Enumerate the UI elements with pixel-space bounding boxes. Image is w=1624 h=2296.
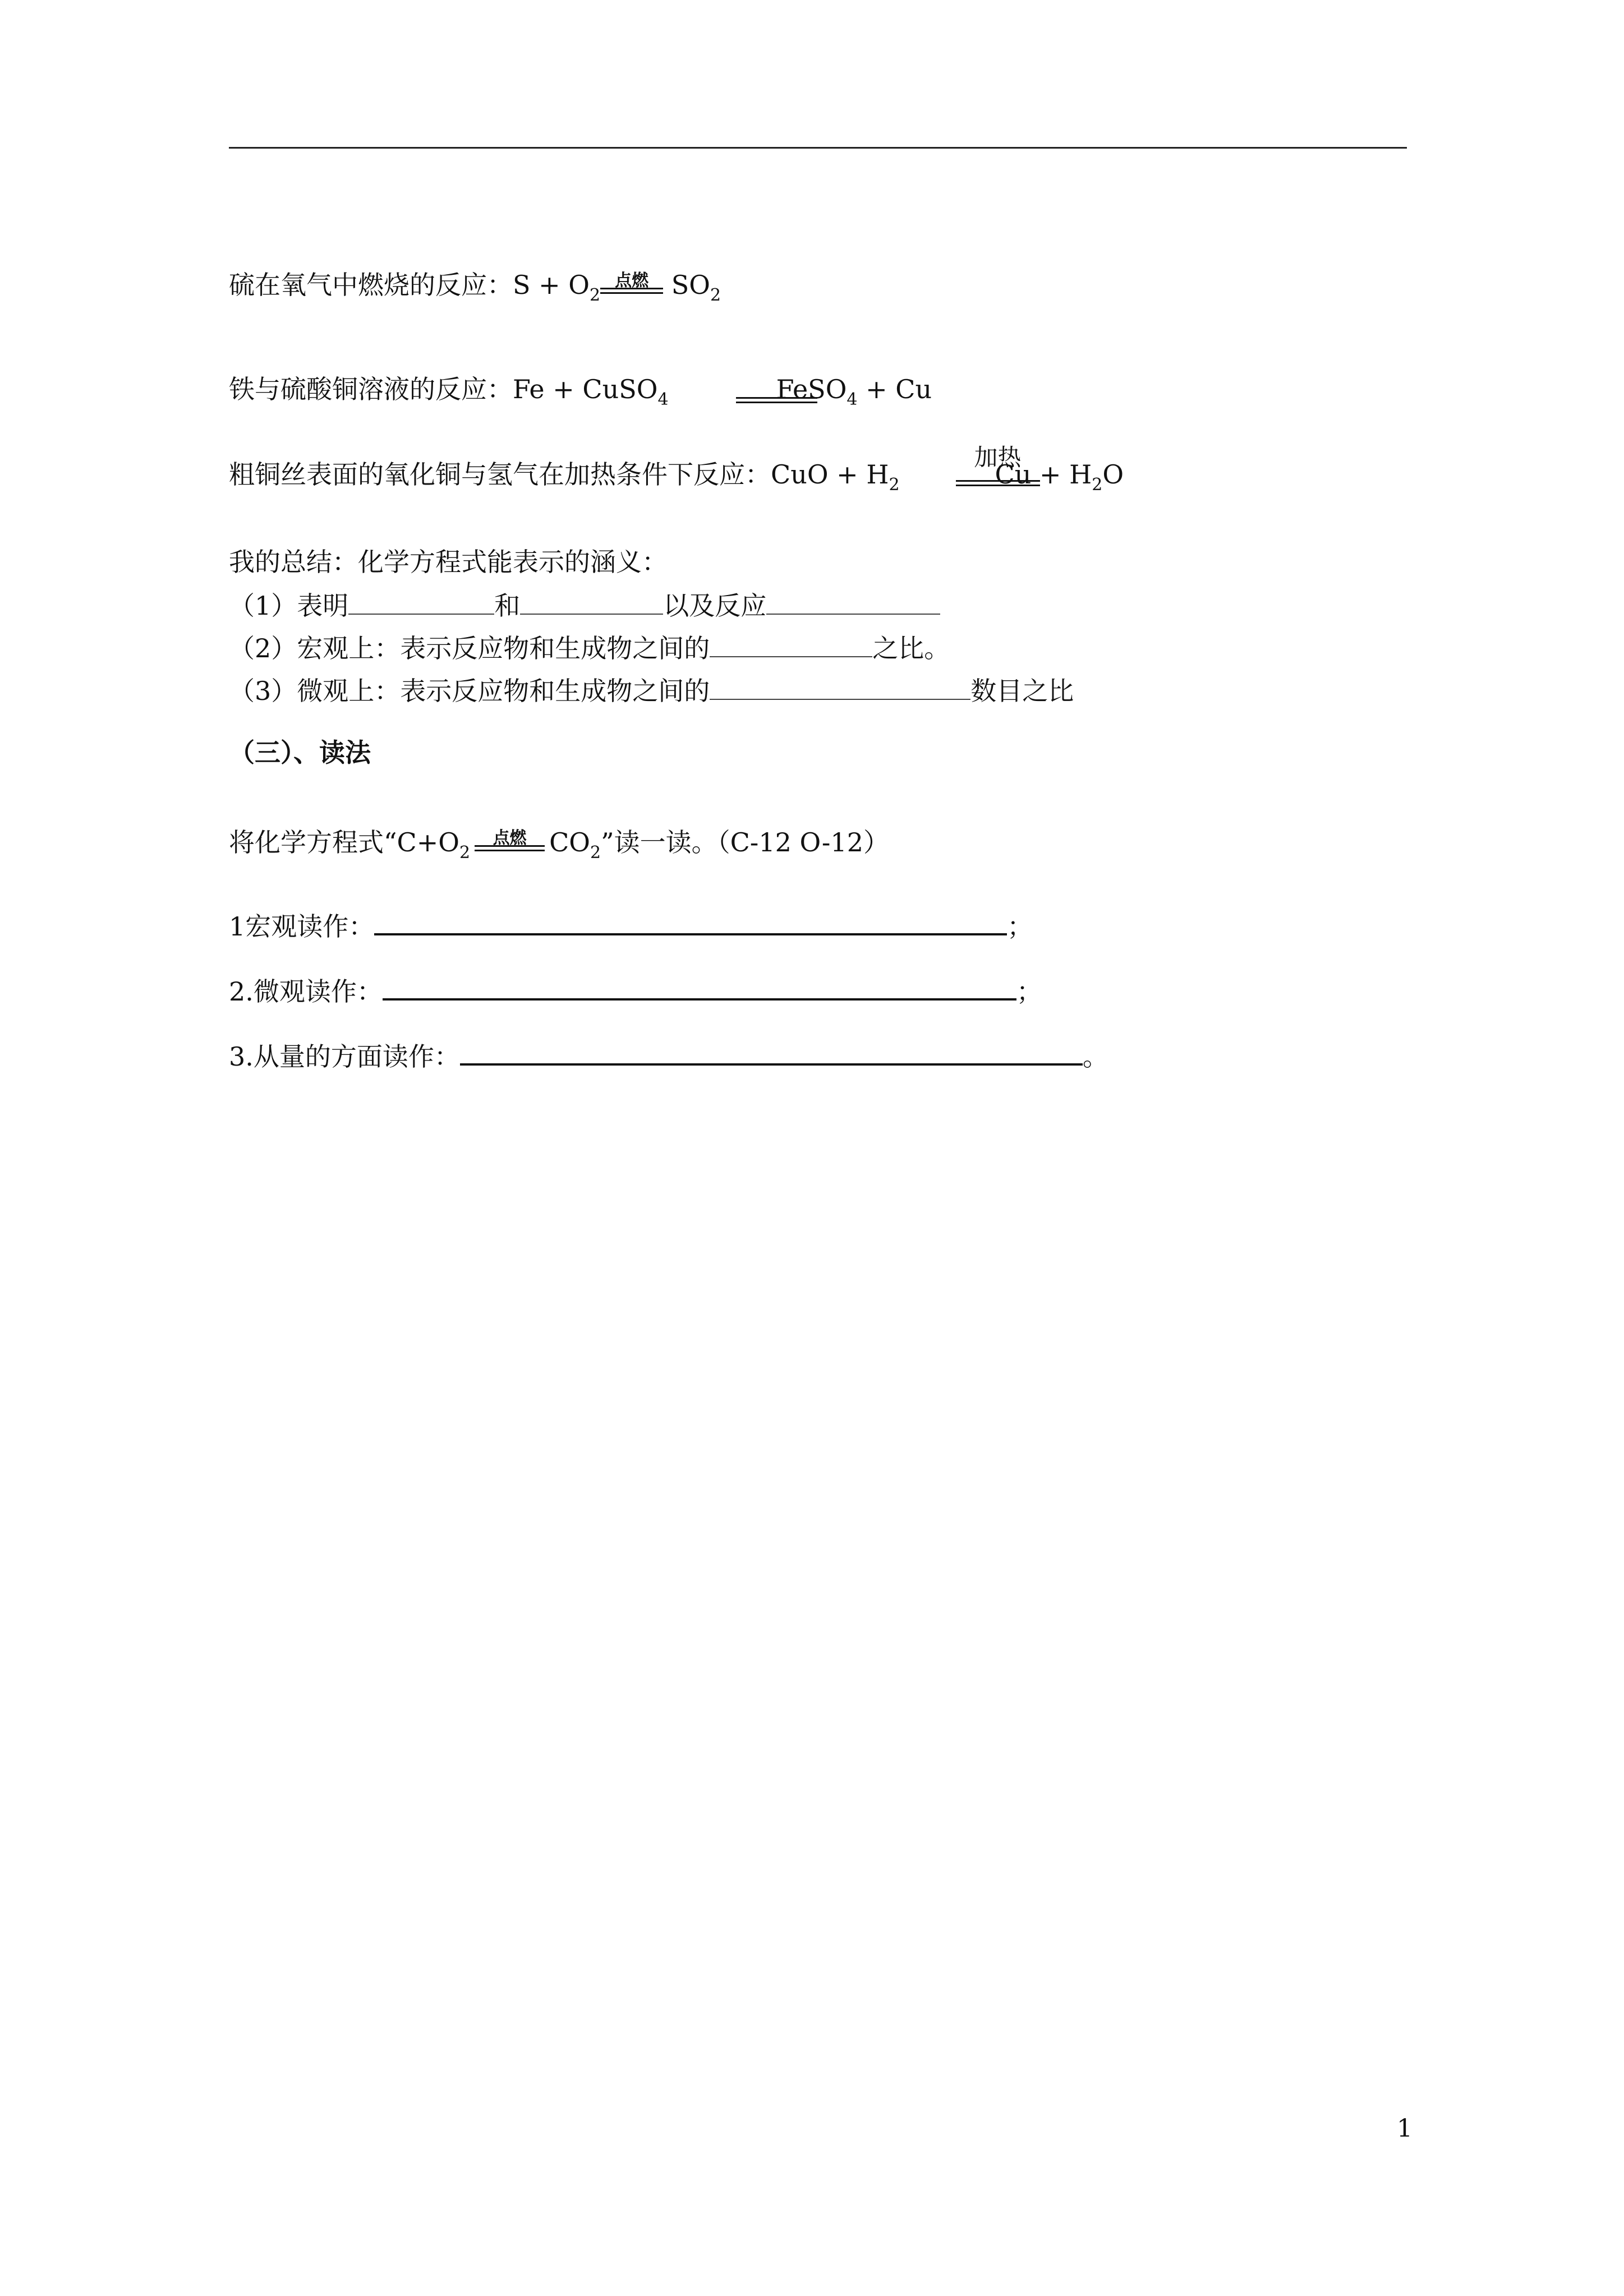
question-end: ； bbox=[1007, 911, 1033, 942]
equation-right-tail: + Cu bbox=[857, 374, 932, 404]
equation-label: 硫在氧气中燃烧的反应： bbox=[229, 270, 513, 300]
question-label: 2.微观读作： bbox=[229, 976, 383, 1007]
equation-iron bbox=[229, 372, 932, 409]
answer-blank[interactable] bbox=[383, 976, 1016, 1001]
fill-blank[interactable] bbox=[766, 591, 940, 615]
summary-text: 之比。 bbox=[872, 633, 950, 663]
equation-right: FeSO bbox=[776, 374, 847, 404]
reading-question-1 bbox=[229, 910, 1033, 943]
page-number: 1 bbox=[1397, 2114, 1413, 2143]
reaction-condition: 加热 bbox=[974, 444, 1022, 471]
question-label: 1宏观读作： bbox=[229, 911, 375, 942]
equation-right: Cu + H bbox=[995, 459, 1092, 490]
prompt-text: ”读一读。（C-12 O-12） bbox=[601, 827, 889, 857]
summary-text: （3）微观上：表示反应物和生成物之间的 bbox=[229, 676, 710, 706]
question-end: ； bbox=[1016, 976, 1042, 1007]
reaction-arrow bbox=[600, 271, 663, 294]
equation-label: 铁与硫酸铜溶液的反应： bbox=[229, 374, 513, 404]
equation-left: S + O bbox=[513, 270, 590, 300]
equation-left: Fe + CuSO bbox=[513, 374, 658, 404]
question-label: 3.从量的方面读作： bbox=[229, 1041, 460, 1072]
answer-blank[interactable] bbox=[374, 911, 1007, 935]
double-line bbox=[956, 480, 1040, 486]
subscript: 2 bbox=[459, 843, 471, 863]
subscript: 2 bbox=[889, 475, 900, 495]
summary-item-1 bbox=[229, 589, 940, 623]
double-line bbox=[736, 397, 817, 403]
equation-sulfur bbox=[229, 268, 721, 305]
subscript: 2 bbox=[590, 843, 601, 863]
fill-blank[interactable] bbox=[520, 591, 663, 615]
subscript: 4 bbox=[657, 390, 669, 409]
summary-text: （2）宏观上：表示反应物和生成物之间的 bbox=[229, 633, 710, 663]
question-end: 。 bbox=[1082, 1041, 1108, 1072]
summary-text: （1）表明 bbox=[229, 591, 349, 621]
summary-text: 以及反应 bbox=[663, 591, 767, 621]
header-rule bbox=[229, 147, 1407, 149]
summary-item-3 bbox=[229, 674, 1074, 708]
equation-label: 粗铜丝表面的氧化铜与氢气在加热条件下反应： bbox=[229, 459, 771, 490]
equation-right-tail: O bbox=[1102, 459, 1124, 490]
prompt-text: 将化学方程式“C+O bbox=[229, 827, 459, 857]
subscript: 2 bbox=[590, 285, 601, 305]
fill-blank[interactable] bbox=[710, 676, 970, 700]
reaction-condition: 点燃 bbox=[493, 828, 527, 848]
section-heading: （三）、读法 bbox=[229, 737, 371, 768]
subscript: 2 bbox=[710, 285, 721, 305]
fill-blank[interactable] bbox=[710, 634, 872, 657]
prompt-text: CO bbox=[549, 827, 590, 857]
fill-blank[interactable] bbox=[348, 591, 494, 615]
summary-text: 和 bbox=[494, 591, 521, 621]
subscript: 4 bbox=[846, 390, 858, 409]
summary-item-2 bbox=[229, 631, 950, 665]
equation-copper bbox=[229, 444, 1124, 495]
reading-question-3 bbox=[229, 1040, 1108, 1073]
reading-prompt bbox=[229, 826, 889, 863]
answer-blank[interactable] bbox=[460, 1041, 1083, 1066]
reading-question-2 bbox=[229, 975, 1042, 1008]
reaction-arrow bbox=[475, 828, 545, 851]
summary-text: 数目之比 bbox=[970, 676, 1074, 706]
equation-left: CuO + H bbox=[771, 459, 889, 490]
subscript: 2 bbox=[1092, 475, 1103, 495]
summary-title: 我的总结：化学方程式能表示的涵义： bbox=[229, 547, 668, 577]
equation-right: SO bbox=[671, 270, 710, 300]
reaction-condition: 点燃 bbox=[615, 271, 649, 291]
